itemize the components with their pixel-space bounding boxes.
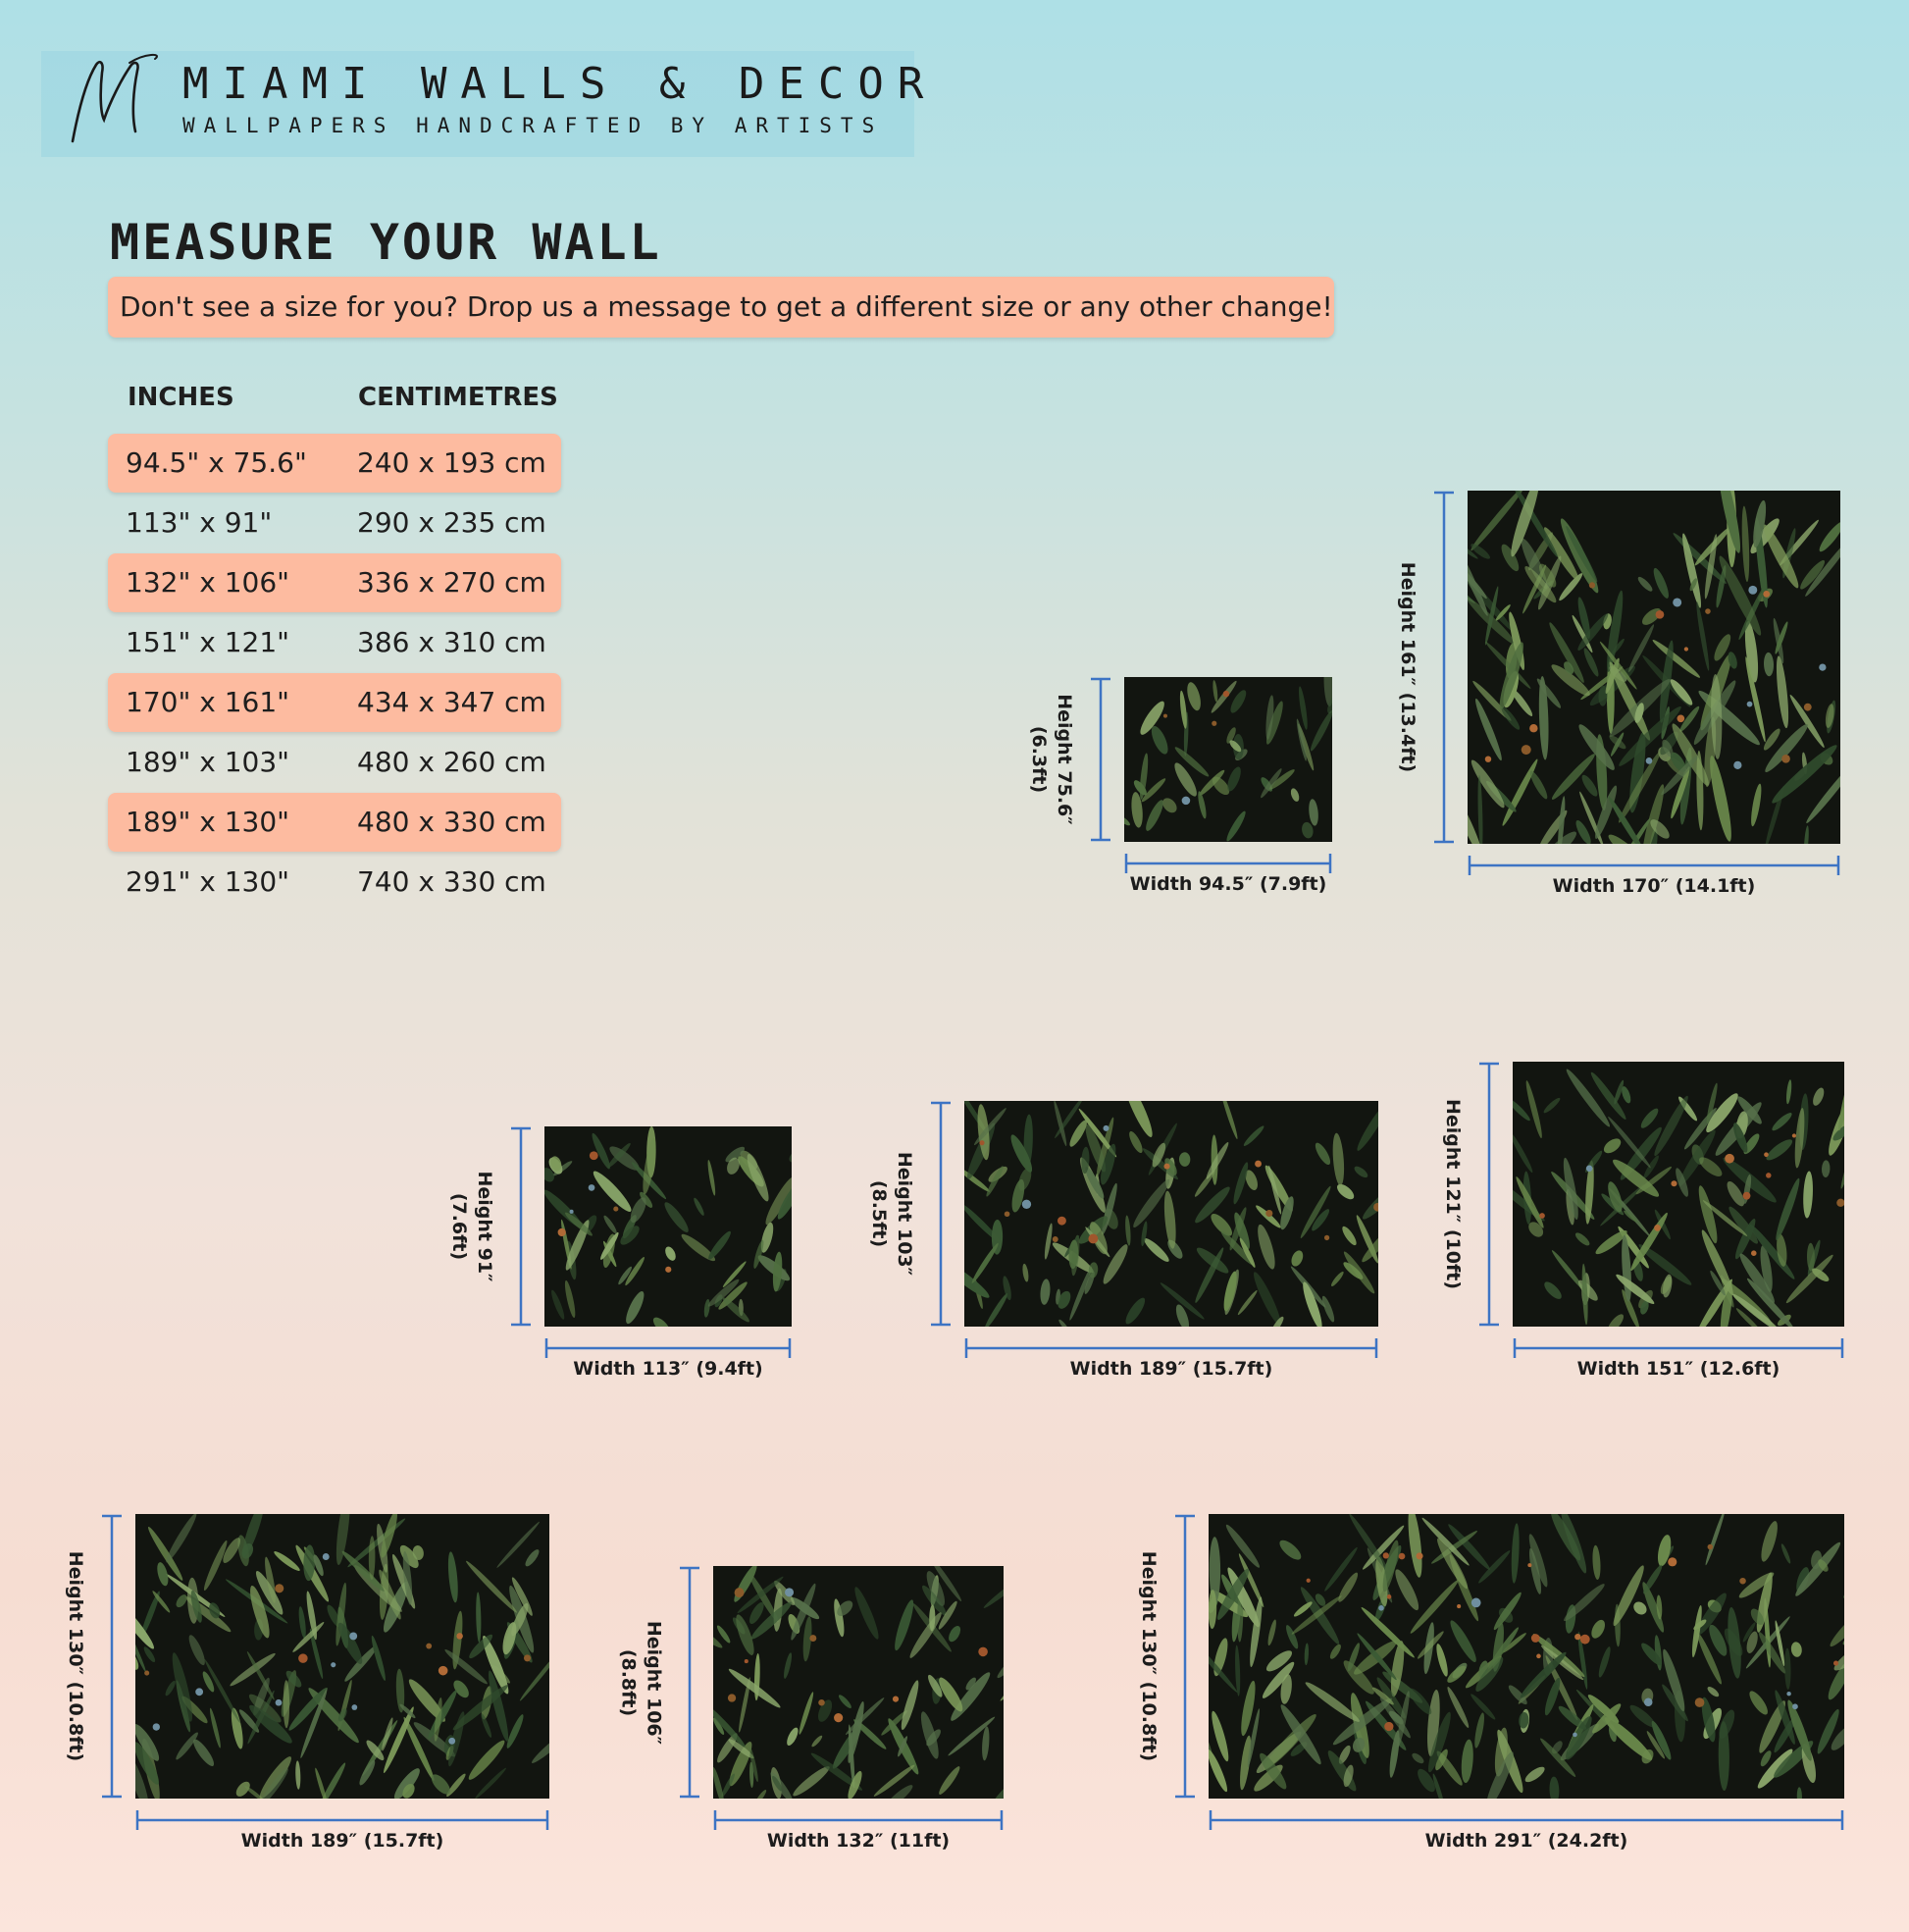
height-label — [63, 1514, 88, 1799]
height-label — [1395, 491, 1420, 844]
height-label — [866, 1101, 917, 1327]
botanical-wallpaper-image — [713, 1566, 1004, 1799]
mural-size-preview — [1028, 677, 1332, 895]
size-centimetres: 290 x 235 cm — [357, 506, 546, 539]
size-centimetres: 386 x 310 cm — [357, 626, 546, 658]
height-label — [615, 1566, 666, 1799]
size-row — [108, 434, 561, 493]
page-title: MEASURE YOUR WALL — [110, 214, 662, 271]
width-label: Width 113″ (9.4ft) — [573, 1358, 763, 1380]
mural-size-preview — [1397, 491, 1840, 897]
height-label-line: (8.8ft) — [617, 1648, 639, 1716]
height-label-line: Height 91″ — [474, 1171, 495, 1282]
size-inches: 291" x 130" — [126, 865, 290, 898]
size-inches: 189" x 103" — [126, 746, 290, 778]
size-row — [108, 494, 561, 552]
height-dimension-line — [509, 1126, 533, 1327]
height-label-line: Height 103″ — [894, 1151, 915, 1277]
column-header-inches: INCHES — [128, 383, 234, 412]
botanical-wallpaper-image — [1209, 1514, 1844, 1799]
height-dimension-line — [1432, 491, 1456, 844]
height-dimension-line — [1173, 1514, 1197, 1799]
width-label: Width 170″ (14.1ft) — [1552, 875, 1756, 897]
size-inches: 94.5" x 75.6" — [126, 446, 307, 479]
brand-name: MIAMI WALLS & DECOR — [182, 59, 938, 109]
height-dimension-line — [929, 1101, 953, 1327]
botanical-wallpaper-image — [1124, 677, 1332, 842]
size-row — [108, 673, 561, 732]
height-label — [1440, 1062, 1466, 1327]
height-label-line: Height 106″ — [643, 1620, 664, 1745]
size-centimetres: 480 x 330 cm — [357, 806, 546, 838]
mural-size-preview — [65, 1514, 549, 1852]
height-dimension-line — [678, 1566, 701, 1799]
botanical-wallpaper-image — [1468, 491, 1840, 844]
size-inches: 113" x 91" — [126, 506, 273, 539]
height-label — [1026, 677, 1077, 842]
size-row — [108, 853, 561, 912]
height-label-line: (7.6ft) — [448, 1192, 470, 1261]
size-inches: 170" x 161" — [126, 686, 290, 718]
mural-size-preview — [448, 1126, 792, 1380]
size-row — [108, 553, 561, 612]
height-dimension-line — [1477, 1062, 1501, 1327]
size-centimetres: 480 x 260 cm — [357, 746, 546, 778]
botanical-wallpaper-image — [964, 1101, 1378, 1327]
column-header-centimetres: CENTIMETRES — [358, 383, 558, 412]
size-centimetres: 240 x 193 cm — [357, 446, 546, 479]
botanical-wallpaper-image — [135, 1514, 549, 1799]
size-inches: 189" x 130" — [126, 806, 290, 838]
mural-size-preview — [868, 1101, 1378, 1380]
width-label: Width 132″ (11ft) — [766, 1830, 951, 1852]
height-label-line: Height 130″ (10.8ft) — [1138, 1550, 1160, 1762]
width-label: Width 151″ (12.6ft) — [1576, 1358, 1780, 1380]
size-centimetres: 336 x 270 cm — [357, 566, 546, 599]
height-label-line: (6.3ft) — [1028, 725, 1050, 794]
botanical-wallpaper-image — [1513, 1062, 1844, 1327]
brand-header — [41, 51, 938, 157]
height-dimension-line — [1089, 677, 1112, 842]
custom-size-notice — [108, 277, 1334, 338]
height-label-line: Height 130″ (10.8ft) — [65, 1550, 86, 1762]
width-label: Width 94.5″ (7.9ft) — [1129, 873, 1327, 895]
height-label — [446, 1126, 497, 1327]
height-label-line: Height 75.6″ — [1054, 694, 1075, 825]
size-row — [108, 793, 561, 852]
width-label: Width 189″ (15.7ft) — [1069, 1358, 1273, 1380]
width-label: Width 189″ (15.7ft) — [240, 1830, 444, 1852]
height-label-line: Height 121″ (10ft) — [1442, 1098, 1464, 1290]
size-inches: 132" x 106" — [126, 566, 290, 599]
height-label-line: Height 161″ (13.4ft) — [1397, 561, 1419, 773]
mural-size-preview — [1138, 1514, 1844, 1852]
width-label: Width 291″ (24.2ft) — [1424, 1830, 1628, 1852]
height-label — [1136, 1514, 1161, 1799]
size-inches: 151" x 121" — [126, 626, 290, 658]
size-row — [108, 733, 561, 792]
brand-tagline: WALLPAPERS HANDCRAFTED BY ARTISTS — [182, 114, 884, 137]
mural-size-preview — [1442, 1062, 1844, 1380]
size-row — [108, 613, 561, 672]
size-centimetres: 434 x 347 cm — [357, 686, 546, 718]
height-label-line: (8.5ft) — [868, 1179, 890, 1248]
signature-m-logo-icon — [61, 51, 169, 157]
size-centimetres: 740 x 330 cm — [357, 865, 546, 898]
notice-text: Don't see a size for you? Drop us a message to get a different size or any other change! — [120, 290, 1333, 323]
mural-size-preview — [617, 1566, 1004, 1852]
botanical-wallpaper-image — [544, 1126, 792, 1327]
height-dimension-line — [100, 1514, 124, 1799]
